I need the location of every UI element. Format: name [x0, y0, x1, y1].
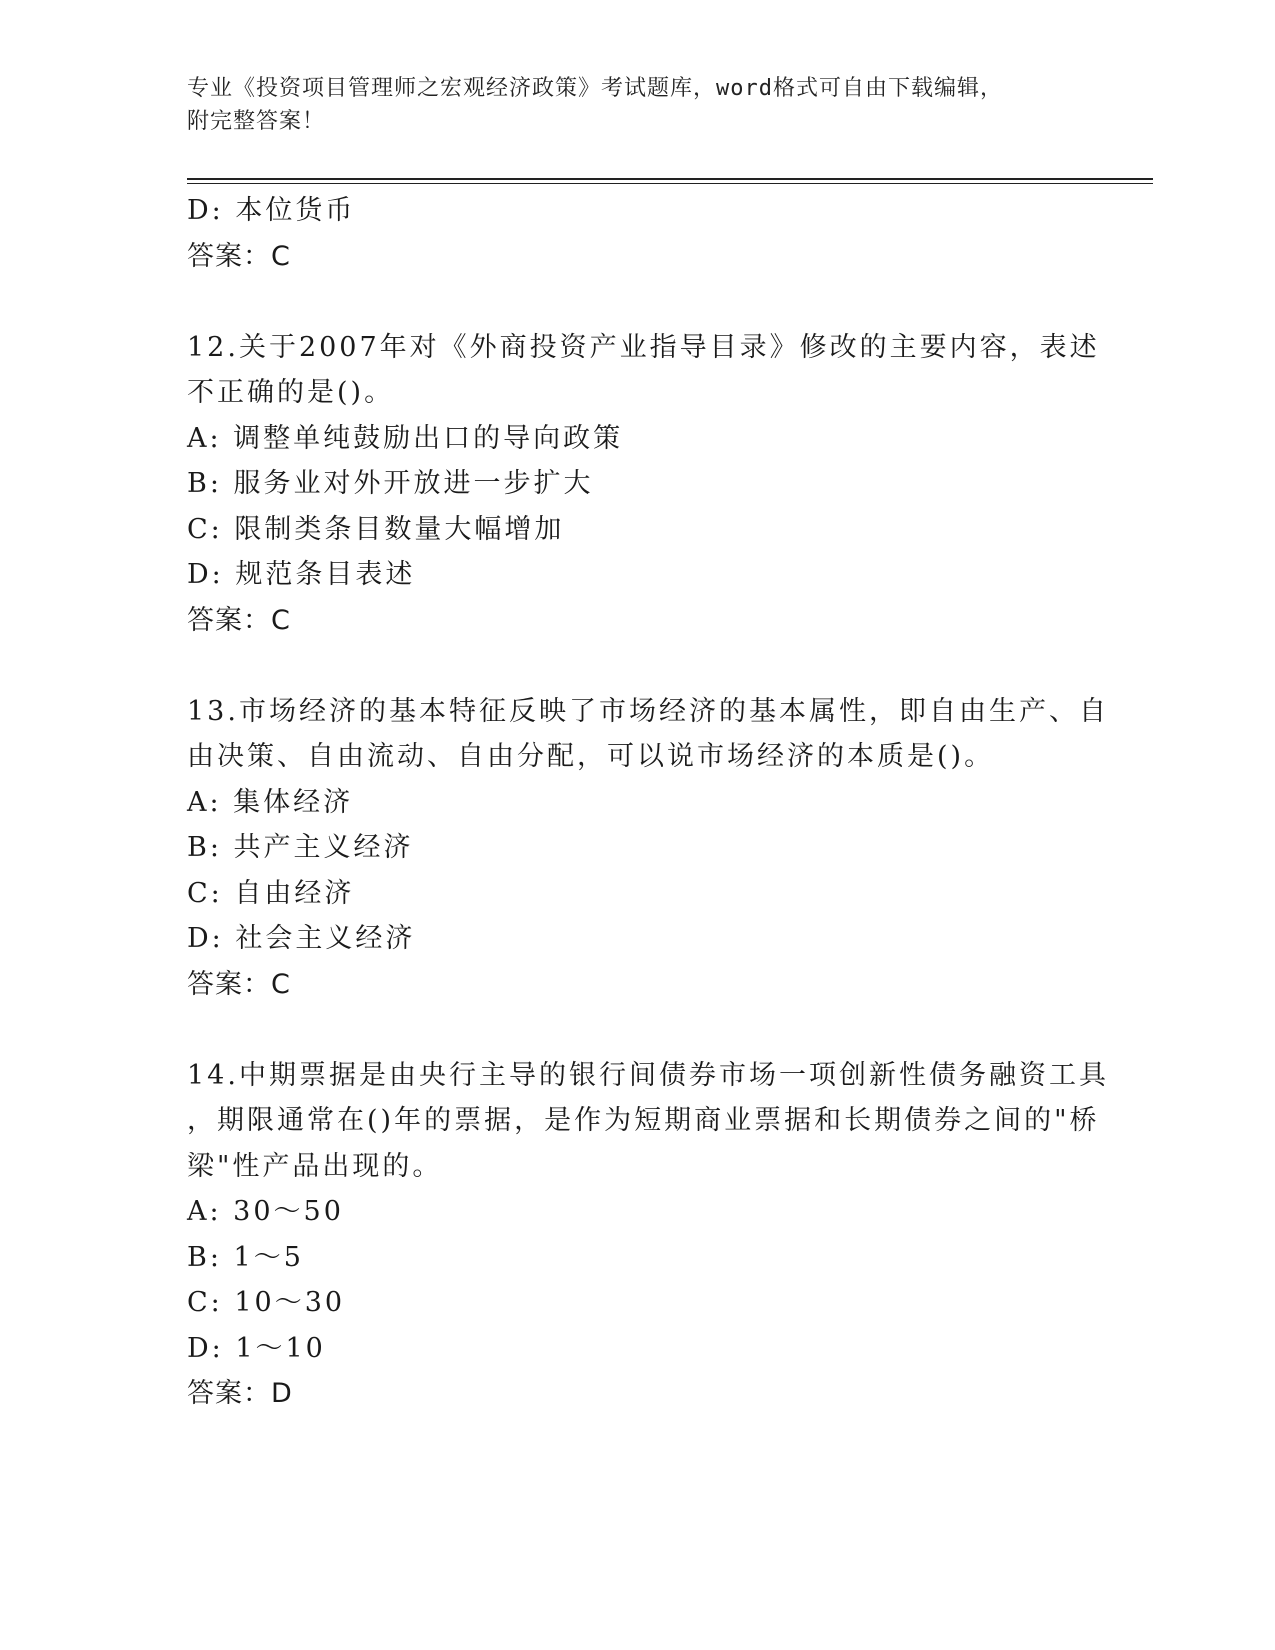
option-d: D: 社会主义经济 [187, 923, 416, 954]
header-line-1: 专业《投资项目管理师之宏观经济政策》考试题库，word格式可自由下载编辑， [187, 76, 1003, 101]
question-stem-line: 12.关于2007年对《外商投资产业指导目录》修改的主要内容，表述 [187, 331, 1100, 363]
question-stem-line: 14.中期票据是由央行主导的银行间债券市场一项创新性债务融资工具 [187, 1059, 1109, 1091]
option-d: D: 1～10 [187, 1332, 326, 1364]
question-stem-line: 由决策、自由流动、自由分配，可以说市场经济的本质是()。 [187, 741, 995, 772]
document-header [187, 72, 1067, 138]
option-a: A: 集体经济 [187, 786, 354, 818]
option-c: C: 自由经济 [187, 877, 355, 909]
option-d: D: 本位货币 [187, 195, 356, 226]
header-line-2: 附完整答案！ [187, 109, 326, 134]
header-divider-thick [187, 178, 1153, 180]
question-stem-line: 不正确的是()。 [187, 377, 395, 408]
option-b: B: 共产主义经济 [187, 832, 414, 863]
option-b: B: 1～5 [187, 1241, 304, 1273]
question-stem-line: 13.市场经济的基本特征反映了市场经济的基本属性，即自由生产、自 [187, 695, 1109, 727]
answer-line: 答案：C [187, 968, 291, 1000]
option-b: B: 服务业对外开放进一步扩大 [187, 468, 594, 499]
option-c: C: 限制类条目数量大幅增加 [187, 513, 565, 545]
option-d: D: 规范条目表述 [187, 559, 416, 590]
question-12 [187, 325, 1100, 644]
question-content [187, 188, 1109, 1417]
question-stem-line: 梁"性产品出现的。 [187, 1150, 443, 1182]
question-13 [187, 689, 1109, 1008]
question-stem-line: ，期限通常在()年的票据，是作为短期商业票据和长期债券之间的"桥 [187, 1105, 1100, 1136]
answer-line: 答案：C [187, 240, 291, 272]
option-a: A: 30～50 [187, 1196, 344, 1227]
answer-line: 答案：C [187, 604, 291, 636]
option-a: A: 调整单纯鼓励出口的导向政策 [187, 422, 624, 454]
header-divider-thin [187, 183, 1153, 184]
answer-line: 答案：D [187, 1378, 293, 1409]
option-c: C: 10～30 [187, 1287, 346, 1318]
question-14 [187, 1053, 1109, 1417]
